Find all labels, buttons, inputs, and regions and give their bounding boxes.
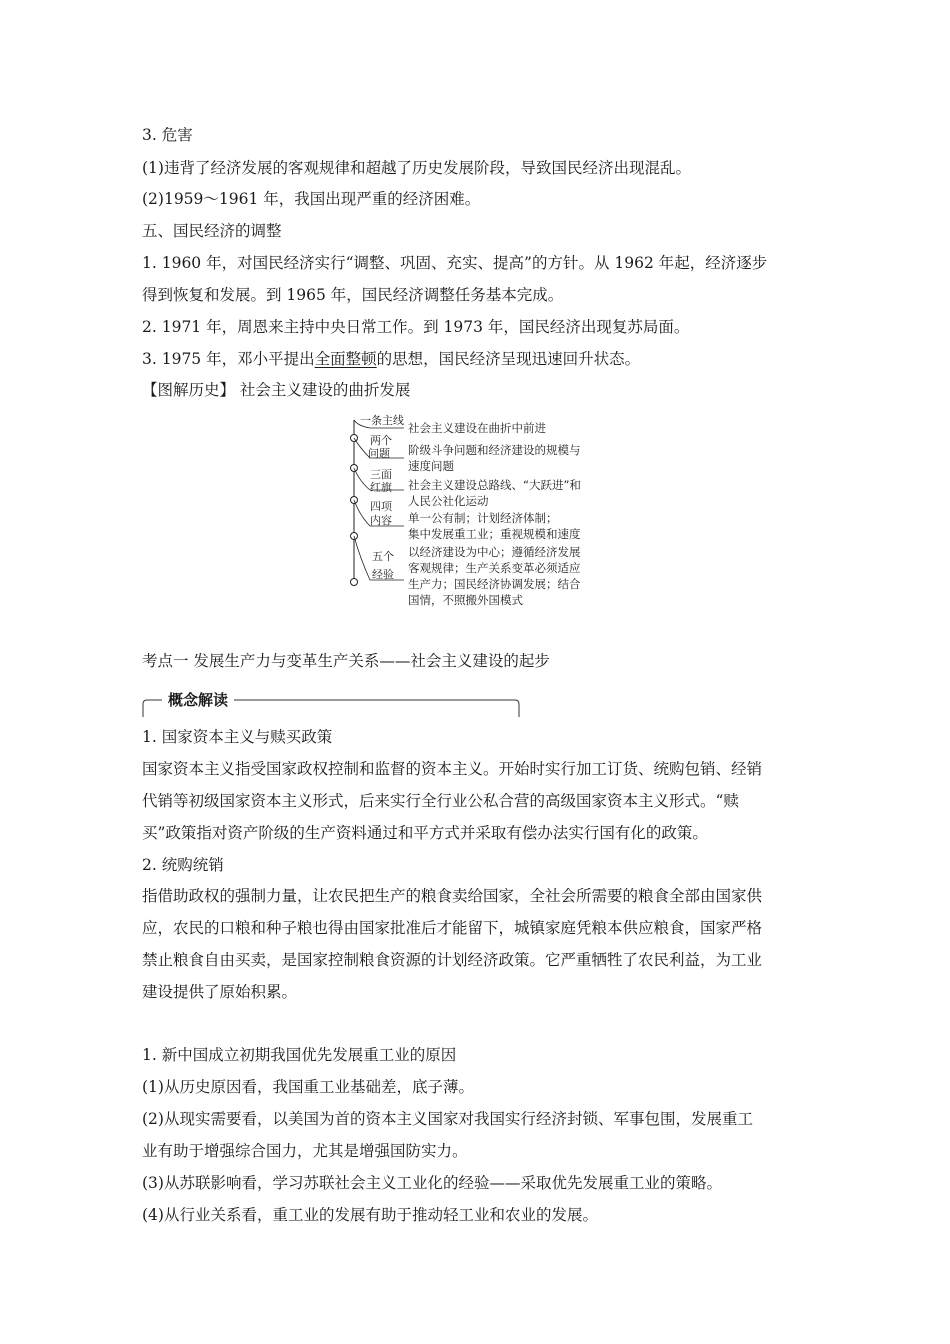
underlined-term: 全面整顿: [314, 350, 377, 368]
diagram-text: 社会主义建设在曲折中前进: [408, 421, 546, 435]
line: [142, 349, 640, 369]
diagram-text: 阶级斗争问题和经济建设的规模与: [408, 443, 581, 457]
diagram-text: 客观规律；生产关系变革必须适应: [408, 561, 581, 575]
exam-point-heading: 考点一 发展生产力与变革生产关系——社会主义建设的起步: [142, 652, 550, 670]
line-part: 的思想，国民经济呈现迅速回升状态。: [376, 350, 641, 368]
line: 代销等初级国家资本主义形式，后来实行全行业公私合营的高级国家资本主义形式。“赎: [142, 792, 739, 810]
line: (2)从现实需要看，以美国为首的资本主义国家对我国实行经济封锁、军事包围，发展重工: [142, 1110, 753, 1128]
diagram-text: 速度问题: [408, 459, 454, 473]
line: (3)从苏联影响看，学习苏联社会主义工业化的经验——采取优先发展重工业的策略。: [142, 1174, 722, 1192]
diagram-label: 红旗: [370, 481, 392, 494]
line: 买”政策指对资产阶级的生产资料通过和平方式并采取有偿办法实行国有化的政策。: [142, 824, 708, 842]
line: 3. 危害: [142, 126, 193, 144]
line-part: 3. 1975 年，邓小平提出: [142, 350, 315, 368]
diagram-text: 集中发展重工业；重视规模和速度: [408, 527, 581, 541]
line: 1. 新中国成立初期我国优先发展重工业的原因: [142, 1046, 457, 1064]
history-diagram: [340, 408, 612, 614]
diagram-text: 单一公有制；计划经济体制；: [408, 511, 558, 525]
diagram-text: 国情，不照搬外国模式: [408, 593, 523, 607]
line: 2. 统购统销: [142, 856, 224, 874]
line: (4)从行业关系看，重工业的发展有助于推动轻工业和农业的发展。: [142, 1206, 598, 1224]
line: 业有助于增强综合国力，尤其是增强国防实力。: [142, 1142, 468, 1160]
diagram-label: 问题: [368, 447, 390, 460]
node-dot: [351, 579, 358, 586]
diagram-label: 五个: [372, 550, 394, 563]
concept-title: 概念解读: [162, 690, 234, 710]
diagram-text: 生产力；国民经济协调发展；结合: [408, 577, 581, 591]
diagram-label: 一条主线: [360, 414, 404, 427]
diagram-label: 内容: [370, 514, 392, 527]
diagram-text: 以经济建设为中心；遵循经济发展: [408, 545, 581, 559]
line: (2)1959～1961 年，我国出现严重的经济困难。: [142, 190, 481, 208]
diagram-label: 两个: [370, 434, 392, 447]
line: (1)违背了经济发展的客观规律和超越了历史发展阶段，导致国民经济出现混乱。: [142, 159, 691, 177]
diagram-label: 三面: [370, 468, 392, 481]
diagram-text: 社会主义建设总路线、“大跃进”和: [408, 478, 581, 492]
diagram-heading: 【图解历史】 社会主义建设的曲折发展: [142, 381, 411, 399]
diagram-label: 经验: [372, 568, 394, 581]
line: 指借助政权的强制力量，让农民把生产的粮食卖给国家，全社会所需要的粮食全部由国家供: [142, 887, 763, 905]
line: 1. 1960 年，对国民经济实行“调整、巩固、充实、提高”的方针。从 1962 年起，经济逐步: [142, 254, 768, 272]
line: 2. 1971 年，周恩来主持中央日常工作。到 1973 年，国民经济出现复苏局面。: [142, 318, 690, 336]
line: 国家资本主义指受国家政权控制和监督的资本主义。开始时实行加工订货、统购包销、经销: [142, 760, 763, 778]
line: 应，农民的口粮和种子粮也得由国家批准后才能留下，城镇家庭凭粮本供应粮食，国家严格: [142, 919, 763, 937]
line: (1)从历史原因看，我国重工业基础差，底子薄。: [142, 1078, 474, 1096]
line: 禁止粮食自由买卖，是国家控制粮食资源的计划经济政策。它严重牺牲了农民利益，为工业: [142, 951, 763, 969]
line: 得到恢复和发展。到 1965 年，国民经济调整任务基本完成。: [142, 286, 564, 304]
diagram-text: 人民公社化运动: [408, 494, 489, 508]
line: 建设提供了原始积累。: [142, 983, 298, 1001]
diagram-label: 四项: [370, 500, 392, 513]
line: 1. 国家资本主义与赎买政策: [142, 728, 333, 746]
section-heading: 五、国民经济的调整: [142, 222, 282, 240]
